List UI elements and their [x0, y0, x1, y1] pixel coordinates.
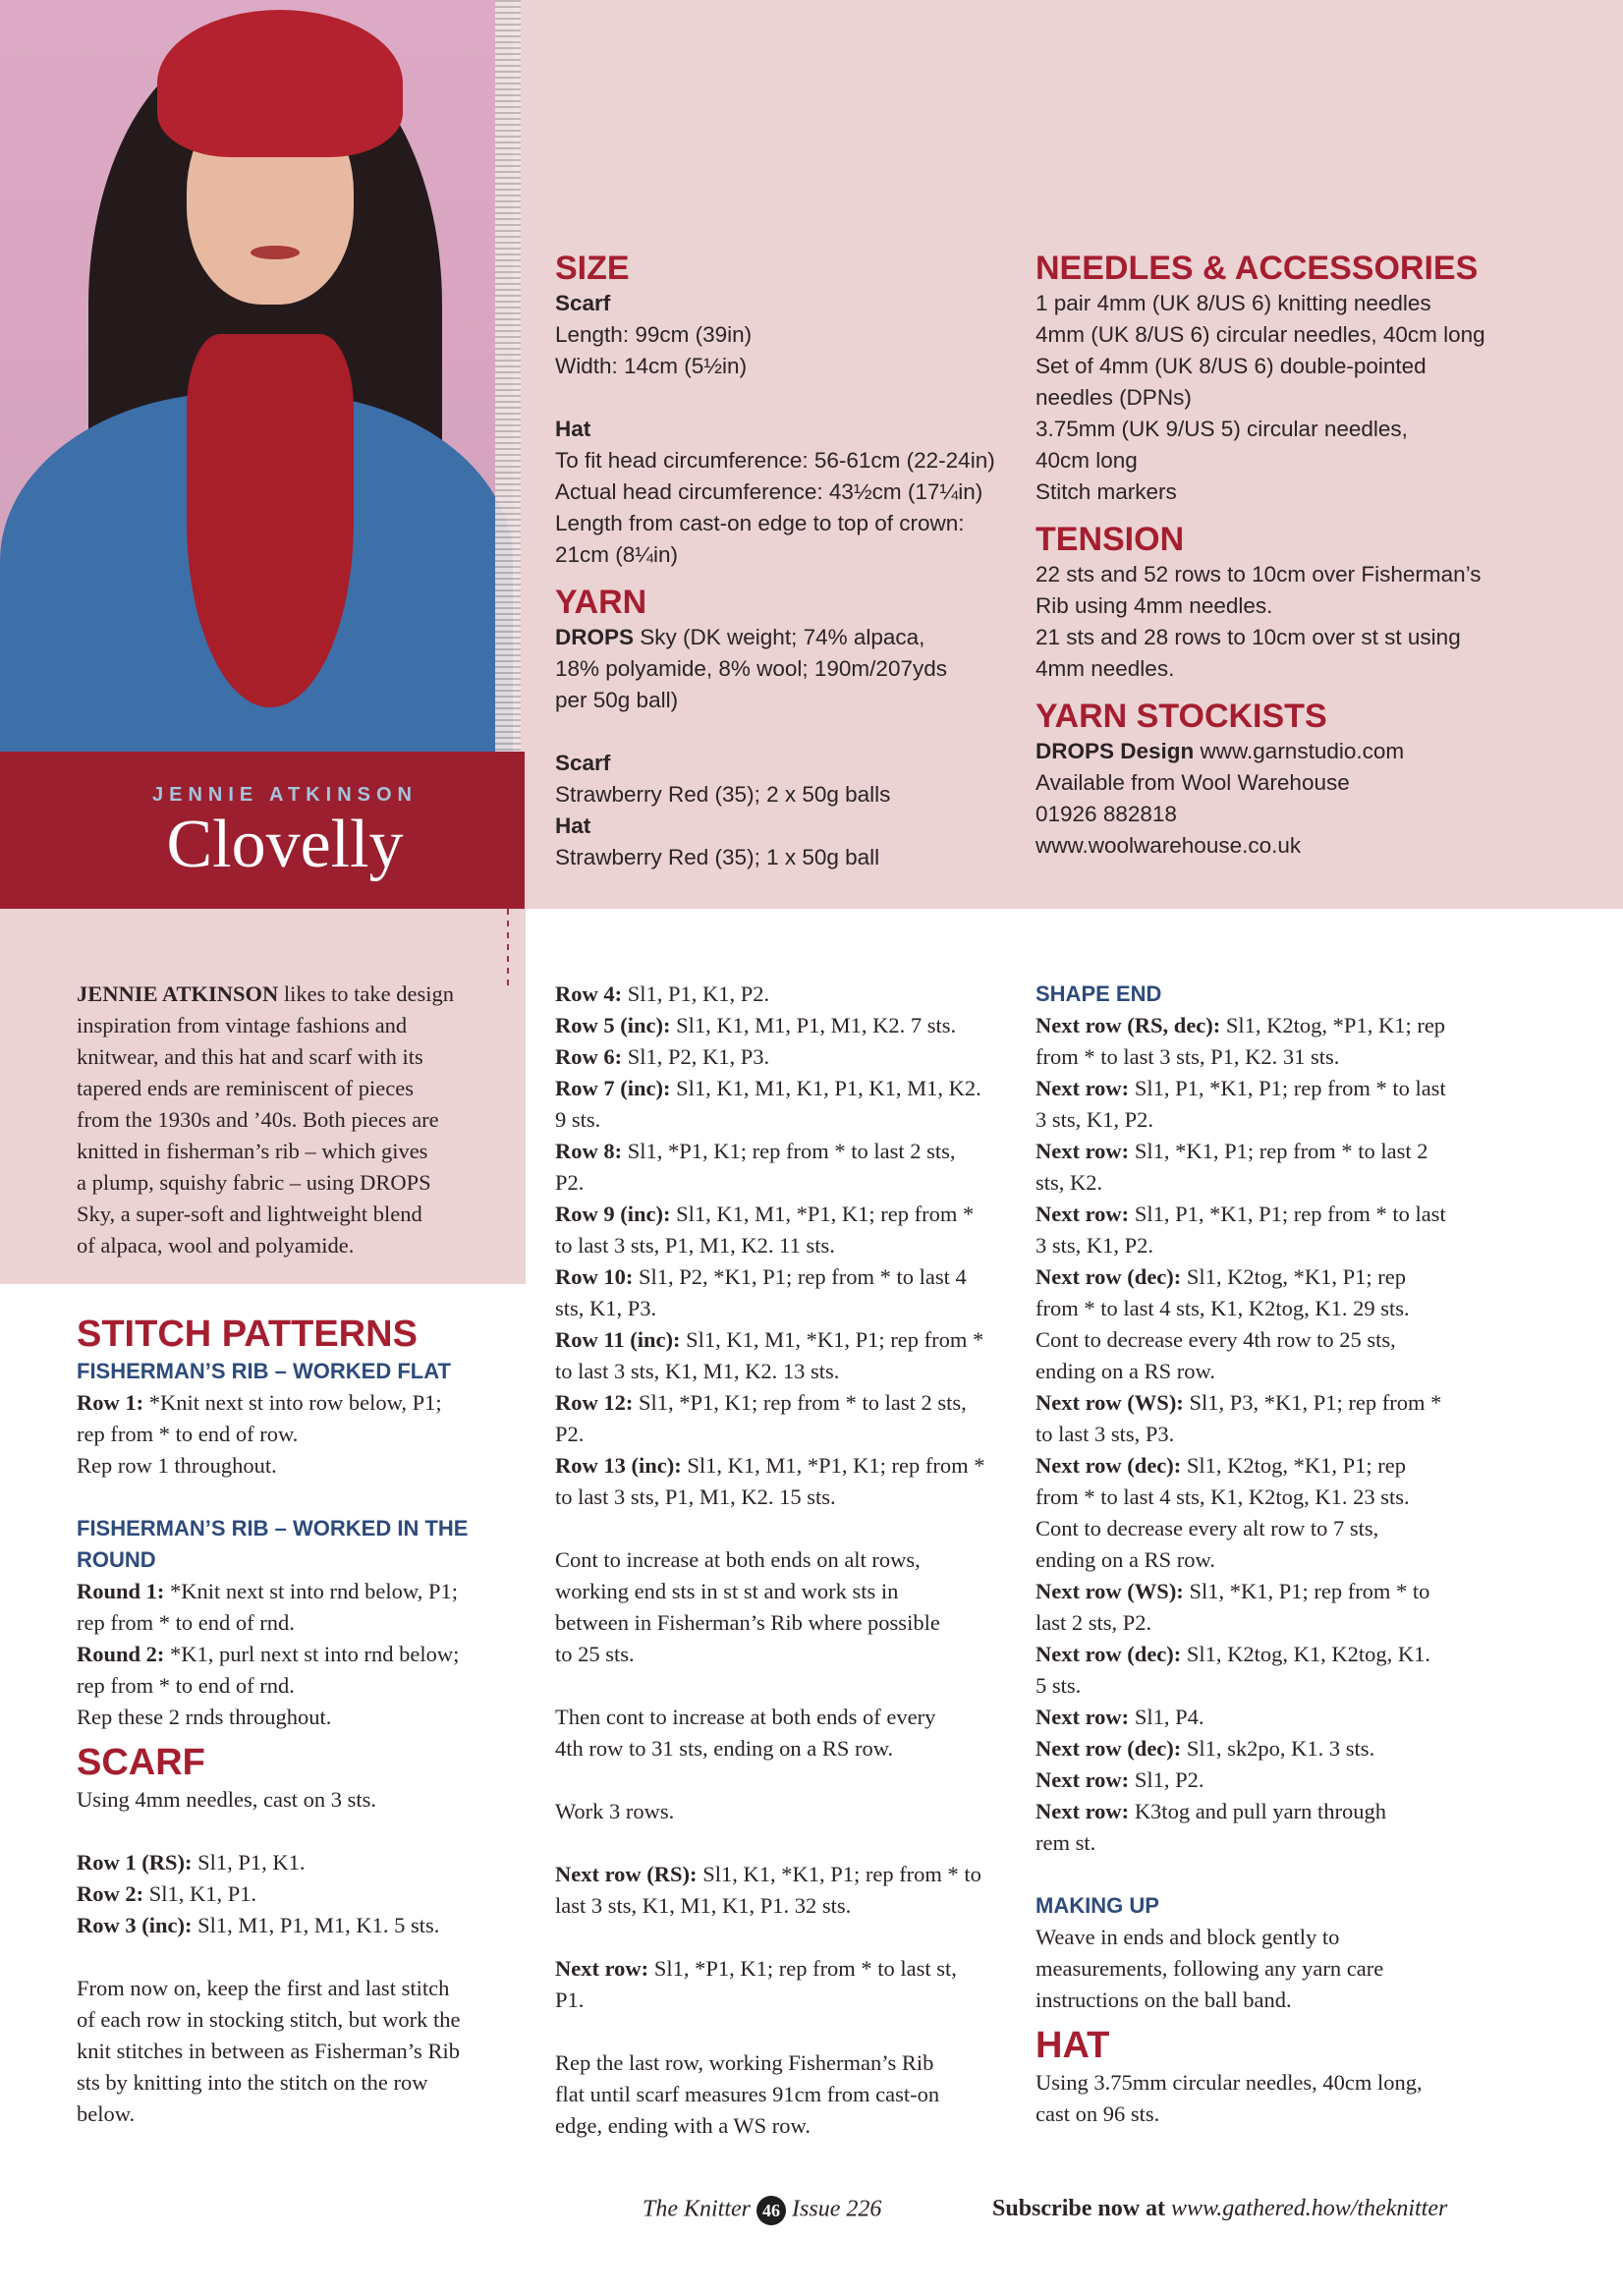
shape-end-line — [1035, 1827, 1595, 1859]
row-text: from * to last 4 sts, K1, K2tog, K1. 23 sts. — [1035, 1484, 1410, 1509]
intro-line: likes to take design — [278, 981, 454, 1006]
flat-row1-label: Row 1: — [77, 1390, 144, 1415]
needles-line: needles (DPNs) — [1035, 385, 1192, 410]
yarn-line: Sky (DK weight; 74% alpaca, — [634, 625, 925, 649]
hat-text: cast on 96 sts. — [1035, 2101, 1160, 2126]
row-text: Sl1, P2, *K1, P1; rep from * to last 4 — [633, 1264, 967, 1289]
shape-end-line — [1035, 1576, 1595, 1607]
yarn-scarf-label: Scarf — [555, 751, 611, 775]
flat-row1-text: rep from * to end of row. — [77, 1422, 299, 1446]
scarf-from-now: From now on, keep the first and last stitch — [77, 1976, 450, 2000]
shape-end-line — [1035, 1796, 1595, 1827]
row-text: Sl1, *P1, K1; rep from * to last 2 sts, — [622, 1139, 956, 1163]
row-label: Next row: — [1035, 1705, 1130, 1729]
row-text: Sl1, *K1, P1; rep from * to — [1183, 1579, 1430, 1603]
row-text: Sl1, K2tog, *K1, P1; rep — [1181, 1264, 1407, 1289]
row-text: rem st. — [1035, 1830, 1096, 1855]
rep-text: Rep the last row, working Fisherman’s Rib — [555, 2050, 934, 2075]
shape-end-lines — [1035, 1010, 1595, 1859]
row-label: Row 13 (inc): — [555, 1453, 682, 1478]
rep-text: flat until scarf measures 91cm from cast-on — [555, 2082, 940, 2106]
row-label: Next row: — [1035, 1139, 1130, 1163]
needles-line: Stitch markers — [1035, 479, 1177, 504]
row-text: last 2 sts, P2. — [1035, 1610, 1152, 1635]
shape-end-line — [1035, 1419, 1595, 1450]
stockist-phone: 01926 882818 — [1035, 802, 1177, 826]
stitch-tail — [507, 909, 509, 987]
shape-end-line — [1035, 1324, 1595, 1356]
shape-end-line — [1035, 1764, 1595, 1796]
row-text: ending on a RS row. — [1035, 1359, 1215, 1383]
round-heading: FISHERMAN’S RIB – WORKED IN THE — [77, 1516, 469, 1540]
row-text: sts, K1, P3. — [555, 1296, 657, 1320]
shape-end-line — [1035, 1167, 1595, 1199]
shape-end-line — [1035, 1387, 1595, 1419]
shape-end-line — [1035, 1356, 1595, 1387]
needles-line: 40cm long — [1035, 448, 1138, 473]
needles-line: 4mm (UK 8/US 6) circular needles, 40cm long — [1035, 322, 1485, 347]
stockist-available: Available from Wool Warehouse — [1035, 770, 1350, 795]
shape-end-line — [1035, 1733, 1595, 1764]
row-text: Cont to decrease every alt row to 7 sts, — [1035, 1516, 1379, 1540]
row-text: to last 3 sts, K1, M1, K2. 13 sts. — [555, 1359, 840, 1383]
shape-end-line — [1035, 1293, 1595, 1324]
hat-text: Using 3.75mm circular needles, 40cm long, — [1035, 2070, 1423, 2095]
tension-heading: TENSION — [1035, 521, 1185, 558]
flat-heading: FISHERMAN’S RIB – WORKED FLAT — [77, 1359, 451, 1383]
making-up-text: measurements, following any yarn care — [1035, 1956, 1384, 1981]
row-text: Sl1, P1, *K1, P1; rep from * to last — [1129, 1202, 1446, 1226]
row-label: Row 5 (inc): — [555, 1013, 671, 1037]
needles-column — [1035, 249, 1595, 862]
scarf-row-label: Row 3 (inc): — [77, 1913, 193, 1937]
intro-name: JENNIE ATKINSON — [77, 981, 279, 1006]
intro-line: knitwear, and this hat and scarf with its — [77, 1044, 423, 1069]
row-text: Sl1, P1, *K1, P1; rep from * to last — [1129, 1076, 1446, 1100]
row-text: Sl1, P2. — [1129, 1767, 1204, 1792]
row-text: Sl1, K1, M1, P1, M1, K2. 7 sts. — [670, 1013, 957, 1037]
row-text: Sl1, *K1, P1; rep from * to last 2 — [1129, 1139, 1428, 1163]
magazine-name: The Knitter — [643, 2196, 752, 2222]
row-text: Sl1, K2tog, *P1, K1; rep — [1220, 1013, 1446, 1037]
scarf-heading: SCARF — [77, 1742, 205, 1783]
row-text: Sl1, K1, M1, *P1, K1; rep from * — [670, 1202, 975, 1226]
intro-line: of alpaca, wool and polyamide. — [77, 1233, 355, 1258]
shape-end-line — [1035, 1482, 1595, 1513]
stockist-brand: DROPS Design — [1035, 739, 1195, 763]
row-text: P2. — [555, 1422, 585, 1446]
row-label: Row 4: — [555, 981, 623, 1006]
row-label: Next row (WS): — [1035, 1579, 1184, 1603]
making-up-heading: MAKING UP — [1035, 1893, 1159, 1918]
yarn-hat-label: Hat — [555, 813, 591, 838]
shape-end-line — [1035, 1450, 1595, 1482]
row-text: 3 sts, K1, P2. — [1035, 1107, 1154, 1132]
tension-line: 4mm needles. — [1035, 656, 1175, 681]
shape-end-line — [1035, 1513, 1595, 1544]
size-hat-label: Hat — [555, 417, 591, 441]
row-text: to last 3 sts, P1, M1, K2. 15 sts. — [555, 1484, 836, 1509]
intro-line: from the 1930s and ’40s. Both pieces are — [77, 1107, 439, 1132]
row-text: Sl1, P4. — [1129, 1705, 1204, 1729]
shape-end-line — [1035, 1702, 1595, 1733]
footer-right — [992, 2196, 1447, 2222]
cont-text: Cont to increase at both ends on alt rows, — [555, 1547, 921, 1572]
shape-end-line — [1035, 1639, 1595, 1670]
yarn-line: per 50g ball) — [555, 688, 679, 712]
row-text: last 3 sts, K1, M1, K1, P1. 32 sts. — [555, 1893, 852, 1918]
shape-end-line — [1035, 1607, 1595, 1639]
tension-line: Rib using 4mm needles. — [1035, 593, 1273, 618]
shape-end-line — [1035, 1670, 1595, 1702]
round2-text: *K1, purl next st into rnd below; — [164, 1642, 460, 1666]
cont-text: Then cont to increase at both ends of every — [555, 1705, 936, 1729]
scarf-from-now: of each row in stocking stitch, but work the — [77, 2007, 461, 2032]
making-up-text: Weave in ends and block gently to — [1035, 1925, 1340, 1949]
shape-end-column — [1035, 979, 1595, 2130]
row-label: Next row (WS): — [1035, 1390, 1184, 1415]
scarf-row-text: Sl1, M1, P1, M1, K1. 5 sts. — [192, 1913, 440, 1937]
row-text: P1. — [555, 1988, 585, 2012]
shape-end-line — [1035, 1010, 1595, 1041]
scarf-row-text: Sl1, K1, P1. — [143, 1881, 257, 1906]
size-hat-length: Length from cast-on edge to top of crown: — [555, 511, 965, 535]
needles-line: Set of 4mm (UK 8/US 6) double-pointed — [1035, 354, 1427, 378]
row-text: Sl1, K1, M1, K1, P1, K1, M1, K2. — [670, 1076, 981, 1100]
yarn-line: 18% polyamide, 8% wool; 190m/207yds — [555, 656, 947, 681]
row-text: sts, K2. — [1035, 1170, 1103, 1195]
row-label: Row 8: — [555, 1139, 623, 1163]
row-label: Next row (dec): — [1035, 1264, 1182, 1289]
row-text: Cont to decrease every 4th row to 25 sts, — [1035, 1327, 1396, 1352]
shape-end-heading: SHAPE END — [1035, 981, 1162, 1006]
shape-end-line — [1035, 1041, 1595, 1073]
row-text: from * to last 3 sts, P1, K2. 31 sts. — [1035, 1044, 1340, 1069]
intro-line: a plump, squishy fabric – using DROPS — [77, 1170, 431, 1195]
row-text: Sl1, P1, K1, P2. — [622, 981, 770, 1006]
shape-end-line — [1035, 1544, 1595, 1576]
row-label: Row 9 (inc): — [555, 1202, 671, 1226]
row-text: to last 3 sts, P3. — [1035, 1422, 1175, 1446]
row-label: Next row: — [1035, 1799, 1130, 1823]
scarf-row-text: Sl1, P1, K1. — [192, 1850, 306, 1875]
intro-line: inspiration from vintage fashions and — [77, 1013, 408, 1037]
intro-line: Sky, a super-soft and lightweight blend — [77, 1202, 422, 1226]
intro-line: tapered ends are reminiscent of pieces — [77, 1076, 414, 1100]
row-text: Sl1, K1, M1, *P1, K1; rep from * — [681, 1453, 985, 1478]
stockist-url[interactable]: www.woolwarehouse.co.uk — [1035, 833, 1302, 858]
size-hat-actual: Actual head circumference: 43½cm (17¼in) — [555, 479, 983, 504]
round-heading: ROUND — [77, 1547, 156, 1572]
size-hat-fit: To fit head circumference: 56-61cm (22-24in) — [555, 448, 995, 473]
yarn-scarf-qty: Strawberry Red (35); 2 x 50g balls — [555, 782, 891, 807]
shape-end-line — [1035, 1104, 1595, 1136]
scarf-cast-on: Using 4mm needles, cast on 3 sts. — [77, 1787, 376, 1812]
size-scarf-length: Length: 99cm (39in) — [555, 322, 753, 347]
work-rows: Work 3 rows. — [555, 1799, 675, 1823]
tension-line: 21 sts and 28 rows to 10cm over st st using — [1035, 625, 1461, 649]
row-label: Next row (dec): — [1035, 1736, 1182, 1761]
cont-text: to 25 sts. — [555, 1642, 635, 1666]
row-label: Row 7 (inc): — [555, 1076, 671, 1100]
rep-text: edge, ending with a WS row. — [555, 2113, 811, 2138]
round1-label: Round 1: — [77, 1579, 165, 1603]
needles-line: 1 pair 4mm (UK 8/US 6) knitting needles — [1035, 291, 1431, 315]
row-text: P2. — [555, 1170, 585, 1195]
shape-end-line — [1035, 1073, 1595, 1104]
scarf-row-label: Row 1 (RS): — [77, 1850, 193, 1875]
row-text: Sl1, P2, K1, P3. — [622, 1044, 770, 1069]
row-label: Next row (dec): — [1035, 1642, 1182, 1666]
cont-text: working end sts in st st and work sts in — [555, 1579, 899, 1603]
tension-line: 22 sts and 52 rows to 10cm over Fisherman’s — [1035, 562, 1482, 587]
row-text: 5 sts. — [1035, 1673, 1082, 1698]
shape-end-line — [1035, 1199, 1595, 1230]
row-text: K3tog and pull yarn through — [1129, 1799, 1387, 1823]
stockist-brand-url[interactable]: www.garnstudio.com — [1194, 739, 1405, 763]
scarf-from-now: below. — [77, 2101, 136, 2126]
scarf-from-now: sts by knitting into the stitch on the row — [77, 2070, 428, 2095]
row-label: Next row: — [555, 1956, 649, 1981]
size-hat-length-value: 21cm (8¼in) — [555, 542, 679, 567]
size-heading: SIZE — [555, 250, 630, 287]
scarf-rows-column — [555, 979, 1017, 2142]
row-label: Next row: — [1035, 1767, 1130, 1792]
row-label: Next row (RS): — [555, 1862, 698, 1886]
round1-text: rep from * to end of rnd. — [77, 1610, 295, 1635]
model-photo — [0, 0, 513, 752]
row-text: Sl1, K2tog, K1, K2tog, K1. — [1181, 1642, 1431, 1666]
intro-column — [77, 979, 519, 1261]
intro-line: knitted in fisherman’s rib – which gives — [77, 1139, 428, 1163]
stitch-patterns-heading: STITCH PATTERNS — [77, 1314, 418, 1355]
round1-text: *Knit next st into rnd below, P1; — [164, 1579, 458, 1603]
flat-row1-text: *Knit next st into row below, P1; — [143, 1390, 442, 1415]
yarn-hat-qty: Strawberry Red (35); 1 x 50g ball — [555, 845, 880, 869]
row-label: Row 6: — [555, 1044, 623, 1069]
shape-end-line — [1035, 1230, 1595, 1261]
round-rep: Rep these 2 rnds throughout. — [77, 1705, 332, 1729]
row-text: Sl1, K1, *K1, P1; rep from * to — [697, 1862, 981, 1886]
row-text: Sl1, *P1, K1; rep from * to last st, — [648, 1956, 957, 1981]
hat-heading: HAT — [1035, 2025, 1110, 2066]
row-label: Next row (RS, dec): — [1035, 1013, 1221, 1037]
row-text: from * to last 4 sts, K1, K2tog, K1. 29 sts. — [1035, 1296, 1410, 1320]
row-text: Sl1, P3, *K1, P1; rep from * — [1183, 1390, 1442, 1415]
pattern-title: Clovelly — [166, 807, 404, 882]
size-scarf-label: Scarf — [555, 291, 611, 315]
yarn-heading: YARN — [555, 584, 647, 621]
row-text: 9 sts. — [555, 1107, 601, 1132]
size-scarf-width: Width: 14cm (5½in) — [555, 354, 748, 378]
needles-heading: NEEDLES & ACCESSORIES — [1035, 250, 1479, 287]
row-label: Next row: — [1035, 1202, 1130, 1226]
issue-number: Issue 226 — [792, 2196, 882, 2222]
stockists-heading: YARN STOCKISTS — [1035, 698, 1327, 735]
row-text: Sl1, sk2po, K1. 3 sts. — [1181, 1736, 1375, 1761]
cont-text: between in Fisherman’s Rib where possible — [555, 1610, 940, 1635]
footer-left — [643, 2196, 881, 2225]
cont-text: 4th row to 31 sts, ending on a RS row. — [555, 1736, 894, 1761]
needles-line: 3.75mm (UK 9/US 5) circular needles, — [1035, 417, 1408, 441]
subscribe-url[interactable]: www.gathered.how/theknitter — [1171, 2196, 1448, 2221]
subscribe-text: Subscribe now at — [992, 2196, 1172, 2221]
shape-end-line — [1035, 1261, 1595, 1293]
round2-label: Round 2: — [77, 1642, 165, 1666]
scarf-row-label: Row 2: — [77, 1881, 144, 1906]
row-label: Row 10: — [555, 1264, 634, 1289]
shape-end-line — [1035, 1136, 1595, 1167]
row-text: to last 3 sts, P1, M1, K2. 11 sts. — [555, 1233, 835, 1258]
designer-name: JENNIE ATKINSON — [151, 784, 419, 806]
row-text: Sl1, K1, M1, *K1, P1; rep from * — [680, 1327, 984, 1352]
row-label: Row 12: — [555, 1390, 634, 1415]
flat-rep: Rep row 1 throughout. — [77, 1453, 277, 1478]
row-text: Sl1, *P1, K1; rep from * to last 2 sts, — [633, 1390, 967, 1415]
row-text: Sl1, K2tog, *K1, P1; rep — [1181, 1453, 1407, 1478]
row-text: 3 sts, K1, P2. — [1035, 1233, 1154, 1258]
making-up-text: instructions on the ball band. — [1035, 1988, 1292, 2012]
page-number: 46 — [756, 2196, 786, 2225]
size-yarn-column — [555, 249, 1017, 873]
stitch-patterns-column — [77, 1313, 519, 2130]
row-label: Next row (dec): — [1035, 1453, 1182, 1478]
round2-text: rep from * to end of rnd. — [77, 1673, 295, 1698]
row-label: Row 11 (inc): — [555, 1327, 681, 1352]
row-label: Next row: — [1035, 1076, 1130, 1100]
row-text: ending on a RS row. — [1035, 1547, 1215, 1572]
scarf-from-now: knit stitches in between as Fisherman’s Rib — [77, 2039, 460, 2063]
yarn-brand: DROPS — [555, 625, 635, 649]
